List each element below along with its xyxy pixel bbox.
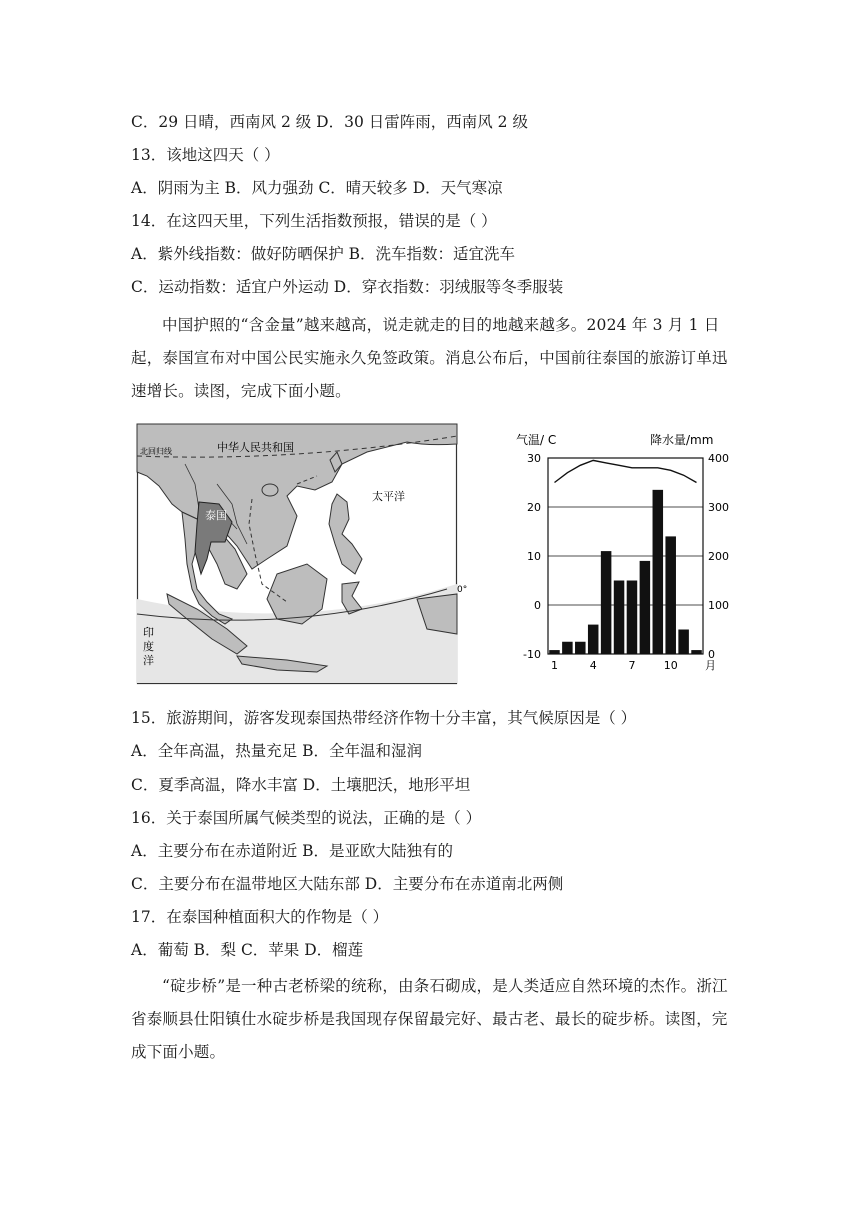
precip-bar-4 bbox=[588, 625, 599, 654]
climate-chart bbox=[512, 430, 729, 672]
precip-bar-9 bbox=[653, 490, 664, 654]
y-right-tick: 100 bbox=[708, 599, 729, 612]
y-right-tick: 300 bbox=[708, 501, 729, 514]
question-17: 17．在泰国种植面积大的作物是（ ） bbox=[131, 908, 389, 926]
svg-text:印度洋: 印度洋 bbox=[143, 626, 154, 667]
options-15-ab: A．全年高温，热量充足 B．全年温和湿润 bbox=[131, 742, 423, 760]
options-16-ab: A．主要分布在赤道附近 B．是亚欧大陆独有的 bbox=[131, 842, 454, 860]
options-15-cd: C．夏季高温，降水丰富 D．土壤肥沃，地形平坦 bbox=[131, 776, 471, 794]
temperature-line bbox=[555, 460, 697, 482]
label-tropic: 北回归线 bbox=[140, 447, 172, 456]
question-13: 13．该地这四天（ ） bbox=[131, 146, 280, 164]
y-right-label: 降水量/mm bbox=[650, 433, 714, 447]
precip-bar-5 bbox=[601, 551, 612, 654]
precip-bar-2 bbox=[562, 642, 573, 654]
option-line: C．29 日晴，西南风 2 级 D．30 日雷阵雨，西南风 2 级 bbox=[131, 113, 528, 131]
question-16: 16．关于泰国所属气候类型的说法，正确的是（ ） bbox=[131, 809, 482, 827]
passage-bridge: “碇步桥”是一种古老桥梁的统称，由条石砌成，是人类适应自然环境的杰作。浙江省泰顺县仕阳镇仕水碇步桥是我国现存保留最完好、最古老、最长的碇步桥。读图，完成下面小题。 bbox=[131, 977, 728, 1061]
passage-thailand: 中国护照的“含金量”越来越高，说走就走的目的地越来越多。2024 年 3 月 1 日起，泰国宣布对中国公民实施永久免签政策。消息公布后，中国前往泰国的旅游订单迅速增长。读图，完成下面小题。 bbox=[131, 316, 728, 400]
y-right-tick: 200 bbox=[708, 550, 729, 563]
precip-bar-3 bbox=[575, 642, 586, 654]
precip-bar-6 bbox=[614, 581, 625, 655]
label-equator: 0° bbox=[457, 585, 468, 595]
precip-bar-8 bbox=[640, 561, 651, 654]
precip-bar-11 bbox=[678, 630, 689, 655]
y-right-tick: 400 bbox=[708, 452, 729, 465]
y-left-label: 气温/ C bbox=[516, 433, 557, 447]
x-tick: 4 bbox=[589, 659, 597, 672]
precip-bar-7 bbox=[627, 581, 638, 655]
label-pacific: 太平洋 bbox=[372, 490, 405, 503]
options-14-cd: C．运动指数：适宜户外运动 D．穿衣指数：羽绒服等冬季服装 bbox=[131, 278, 564, 296]
y-left-tick: 0 bbox=[534, 599, 541, 612]
y-left-tick: -10 bbox=[523, 648, 541, 661]
x-tick: 7 bbox=[628, 659, 636, 672]
question-14: 14．在这四天里，下列生活指数预报，错误的是（ ） bbox=[131, 212, 497, 230]
question-15: 15．旅游期间，游客发现泰国热带经济作物十分丰富，其气候原因是（ ） bbox=[131, 709, 637, 727]
y-left-tick: 30 bbox=[527, 452, 541, 465]
options-14-ab: A．紫外线指数：做好防晒保护 B．洗车指数：适宜洗车 bbox=[131, 245, 516, 263]
southeast-asia-map bbox=[137, 424, 468, 684]
x-tick: 1 bbox=[550, 659, 558, 672]
label-thailand: 泰国 bbox=[205, 509, 227, 522]
y-right-tick: 0 bbox=[708, 648, 715, 661]
options-13: A．阴雨为主 B．风力强劲 C．晴天较多 D．天气寒凉 bbox=[131, 179, 503, 197]
label-china: 中华人民共和国 bbox=[217, 441, 294, 454]
label-indian-ocean bbox=[143, 626, 154, 667]
y-left-tick: 10 bbox=[527, 550, 541, 563]
x-unit-label: 月 bbox=[705, 659, 716, 672]
options-16-cd: C．主要分布在温带地区大陆东部 D．主要分布在赤道南北两侧 bbox=[131, 875, 564, 893]
x-tick: 10 bbox=[663, 659, 678, 672]
precip-bar-10 bbox=[665, 536, 676, 654]
options-17: A．葡萄 B．梨 C．苹果 D．榴莲 bbox=[131, 941, 364, 959]
y-left-tick: 20 bbox=[527, 501, 541, 514]
